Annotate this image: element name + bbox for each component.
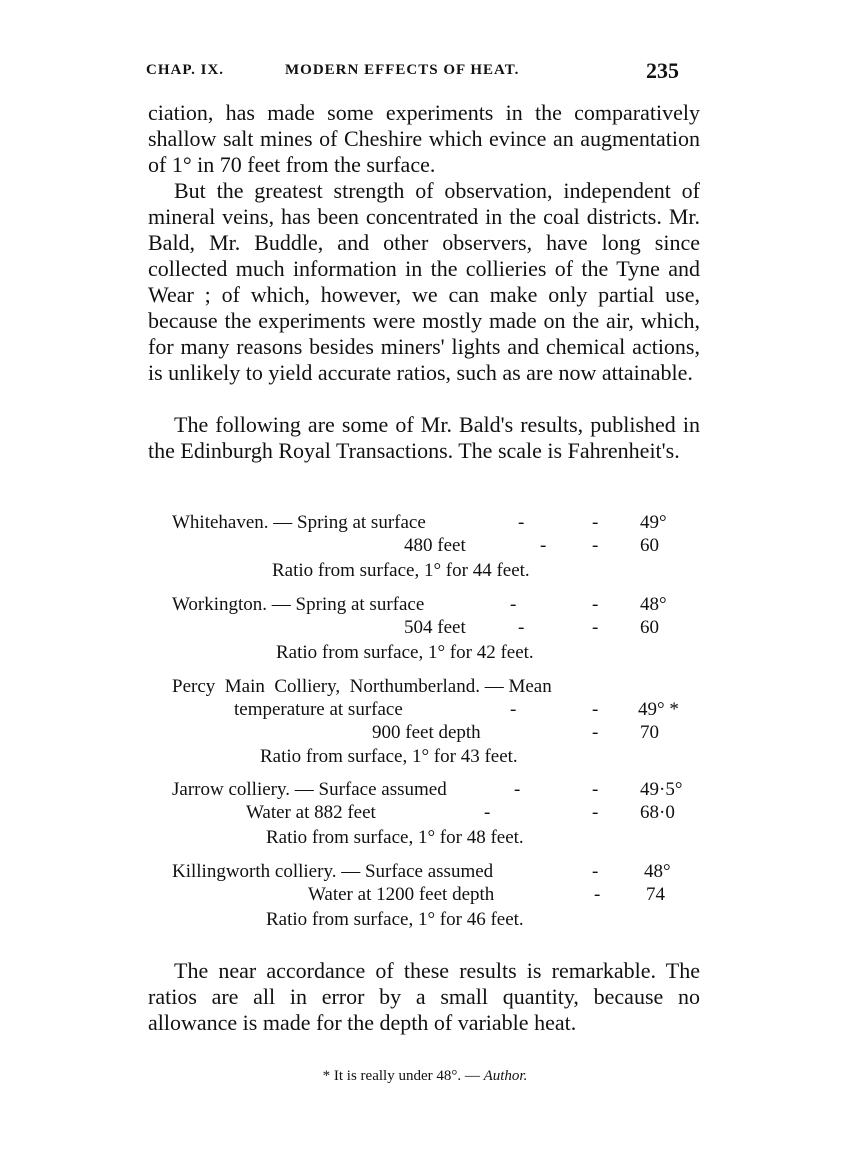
footnote-text: * It is really under 48°. —: [322, 1068, 480, 1084]
paragraph-bald-results: The following are some of Mr. Bald's results, published in the Edinburgh Royal Transactions. The scale is Fahrenheit's.: [148, 412, 700, 463]
temperature-value: 49°: [640, 512, 667, 533]
entry-line: Water at 882 feet: [246, 802, 376, 823]
entry-line: Whitehaven. — Spring at surface: [172, 512, 426, 533]
entry-line: 900 feet depth: [372, 722, 481, 743]
chapter-label: CHAP. IX.: [146, 62, 225, 78]
temperature-value: 68·0: [640, 802, 675, 823]
leader-dash: -: [592, 779, 599, 800]
temperature-value: 48°: [644, 861, 671, 882]
leader-dash: -: [592, 802, 599, 823]
entry-line: Workington. — Spring at surface: [172, 594, 425, 615]
entry-line: Percy Main Colliery, Northumberland. — Mean: [172, 676, 552, 697]
footnote: [0, 1068, 850, 1085]
entry-line: 504 feet: [404, 617, 466, 638]
leader-dash: -: [592, 722, 599, 743]
paragraph-continuation: ciation, has made some experiments in the comparatively shallow salt mines of Cheshire which evince an augmentation of 1° in 70 feet from the surface.: [148, 100, 700, 177]
leader-dash: -: [518, 617, 525, 638]
running-title: MODERN EFFECTS OF HEAT.: [285, 62, 520, 78]
leader-dash: -: [592, 535, 599, 556]
temperature-value: 49·5°: [640, 779, 683, 800]
temperature-value: 74: [646, 884, 665, 905]
ratio-line: Ratio from surface, 1° for 44 feet.: [272, 560, 530, 581]
entry-line: 480 feet: [404, 535, 466, 556]
leader-dash: -: [510, 699, 517, 720]
ratio-line: Ratio from surface, 1° for 48 feet.: [266, 827, 524, 848]
leader-dash: -: [592, 699, 599, 720]
entry-line: Killingworth colliery. — Surface assumed: [172, 861, 494, 882]
footnote-author: Author.: [483, 1068, 528, 1084]
temperature-value: 49° *: [638, 699, 679, 720]
leader-dash: -: [484, 802, 491, 823]
temperature-value: 70: [640, 722, 659, 743]
page-number: 235: [646, 58, 679, 83]
leader-dash: -: [592, 861, 599, 882]
leader-dash: -: [518, 512, 525, 533]
temperature-value: 60: [640, 617, 659, 638]
temperature-value: 60: [640, 535, 659, 556]
leader-dash: -: [592, 617, 599, 638]
ratio-line: Ratio from surface, 1° for 42 feet.: [276, 642, 534, 663]
temperature-value: 48°: [640, 594, 667, 615]
ratio-line: Ratio from surface, 1° for 46 feet.: [266, 909, 524, 930]
leader-dash: -: [594, 884, 601, 905]
leader-dash: -: [592, 512, 599, 533]
entry-line: Water at 1200 feet depth: [308, 884, 495, 905]
entry-line: temperature at surface: [234, 699, 403, 720]
entry-line: Jarrow colliery. — Surface assumed: [172, 779, 447, 800]
leader-dash: -: [510, 594, 517, 615]
leader-dash: -: [592, 594, 599, 615]
leader-dash: -: [514, 779, 521, 800]
ratio-line: Ratio from surface, 1° for 43 feet.: [260, 746, 518, 767]
paragraph-conclusion: The near accordance of these results is remarkable. The ratios are all in error by a small quantity, because no allowance is made for the depth of variable heat.: [148, 958, 700, 1035]
paragraph-observation: But the greatest strength of observation, independent of mineral veins, has been concentrated in the coal districts. Mr. Bald, Mr. Buddle, and other observers, have long since collected much information in the collieries of the Tyne and Wear ; of which, however, we can make only partial use, because the experiments were mostly made on the air, which, for many reasons besides miners' lights and chemical actions, is unlikely to yield accurate ratios, such as are now attainable.: [148, 178, 700, 385]
leader-dash: -: [540, 535, 547, 556]
